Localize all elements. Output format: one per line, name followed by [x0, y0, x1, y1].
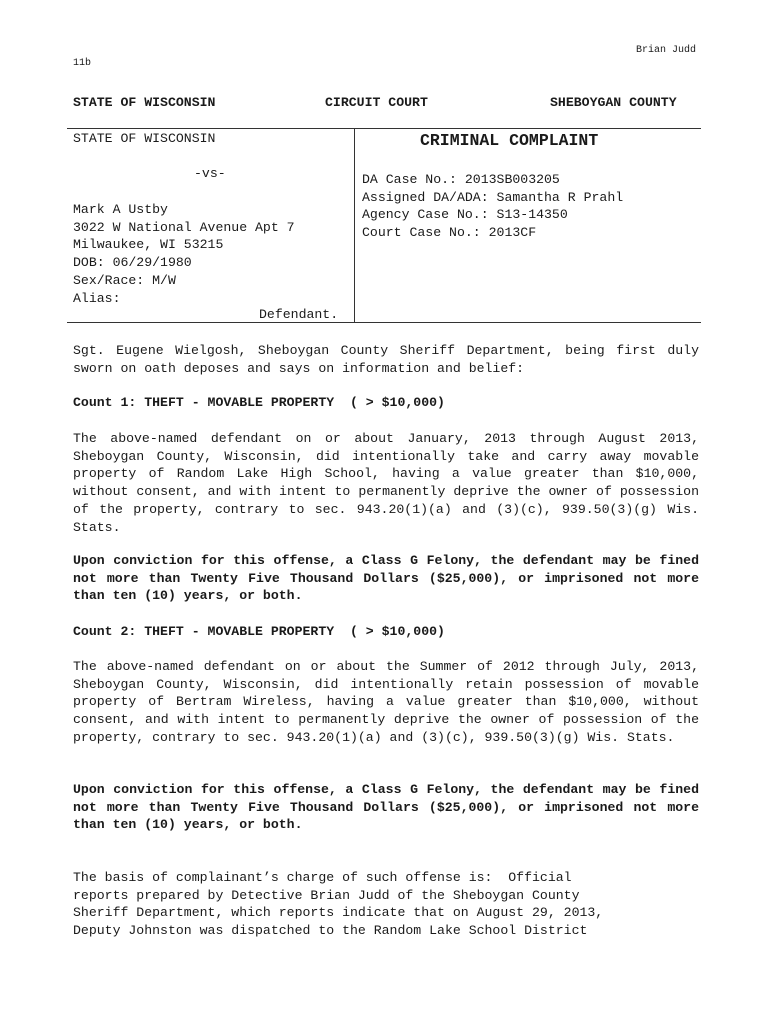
da-case-number: DA Case No.: 2013SB003205	[362, 172, 560, 187]
basis-line: reports prepared by Detective Brian Judd of the Sheboygan County	[73, 887, 580, 903]
count1-description: The above-named defendant on or about January, 2013 through August 2013, Sheboygan County, Wisconsin, did intentionally take and carry away movable property of Random Lake High School, having a value greater than $10,000, without consent, and with intent to permanently deprive the owner of possession of the property, contrary to sec. 943.20(1)(a) and (3)(c), 939.50(3)(g) Wis. Stats.	[73, 431, 699, 535]
author-name: Brian Judd	[636, 45, 697, 56]
defendant-name: Mark A Ustby	[73, 202, 168, 217]
intro-paragraph: Sgt. Eugene Wielgosh, Sheboygan County Sheriff Department, being first duly sworn on oath deposes and says on information and belief:	[73, 343, 699, 376]
court-case-number: Court Case No.: 2013CF	[362, 225, 537, 241]
defendant-sex-race: Sex/Race: M/W	[73, 272, 176, 288]
defendant-block	[73, 201, 295, 307]
defendant-address-street: 3022 W National Avenue Apt 7	[73, 219, 295, 235]
count2-heading: Count 2: THEFT - MOVABLE PROPERTY ( > $10,000)	[73, 624, 445, 639]
case-numbers	[362, 171, 623, 242]
caption-bottom-divider	[67, 322, 701, 323]
plaintiff-name: STATE OF WISCONSIN	[73, 131, 216, 146]
agency-case-number: Agency Case No.: S13-14350	[362, 207, 568, 223]
defendant-dob: DOB: 06/29/1980	[73, 255, 192, 271]
count1-penalty: Upon conviction for this offense, a Class G Felony, the defendant may be fined not more than Twenty Five Thousand Dollars ($25,000), or imprisoned not more than ten (10) years, or both.	[73, 553, 699, 604]
caption-state: STATE OF WISCONSIN	[73, 95, 216, 110]
top-divider	[67, 128, 701, 129]
defendant-label: Defendant.	[259, 307, 339, 322]
page-code: 11b	[73, 58, 92, 69]
count2-penalty: Upon conviction for this offense, a Class G Felony, the defendant may be fined not more than Twenty Five Thousand Dollars ($25,000), or imprisoned not more than ten (10) years, or both.	[73, 782, 699, 833]
caption-county: SHEBOYGAN COUNTY	[550, 95, 677, 110]
caption-vertical-divider	[354, 128, 355, 323]
defendant-address-city: Milwaukee, WI 53215	[73, 237, 224, 253]
complaint-title: CRIMINAL COMPLAINT	[420, 131, 599, 150]
count1-heading: Count 1: THEFT - MOVABLE PROPERTY ( > $10,000)	[73, 395, 445, 410]
basis-line: The basis of complainant’s charge of such offense is: Official	[73, 870, 572, 885]
count2-description: The above-named defendant on or about the Summer of 2012 through July, 2013, Sheboygan County, Wisconsin, did intentionally retain possession of movable property of Bertram Wireless, having a value greater than $10,000, without consent, and with intent to permanently deprive the owner of possession of the property, contrary to sec. 943.20(1)(a) and (3)(c), 939.50(3)(g) Wis. Stats.	[73, 659, 699, 745]
basis-paragraph	[73, 869, 603, 940]
defendant-alias: Alias:	[73, 290, 121, 306]
basis-line: Sheriff Department, which reports indicate that on August 29, 2013,	[73, 905, 604, 921]
basis-line: Deputy Johnston was dispatched to the Random Lake School District	[73, 923, 588, 939]
caption-court: CIRCUIT COURT	[325, 95, 428, 110]
vs-label: -vs-	[194, 166, 226, 181]
assigned-da: Assigned DA/ADA: Samantha R Prahl	[362, 189, 624, 205]
